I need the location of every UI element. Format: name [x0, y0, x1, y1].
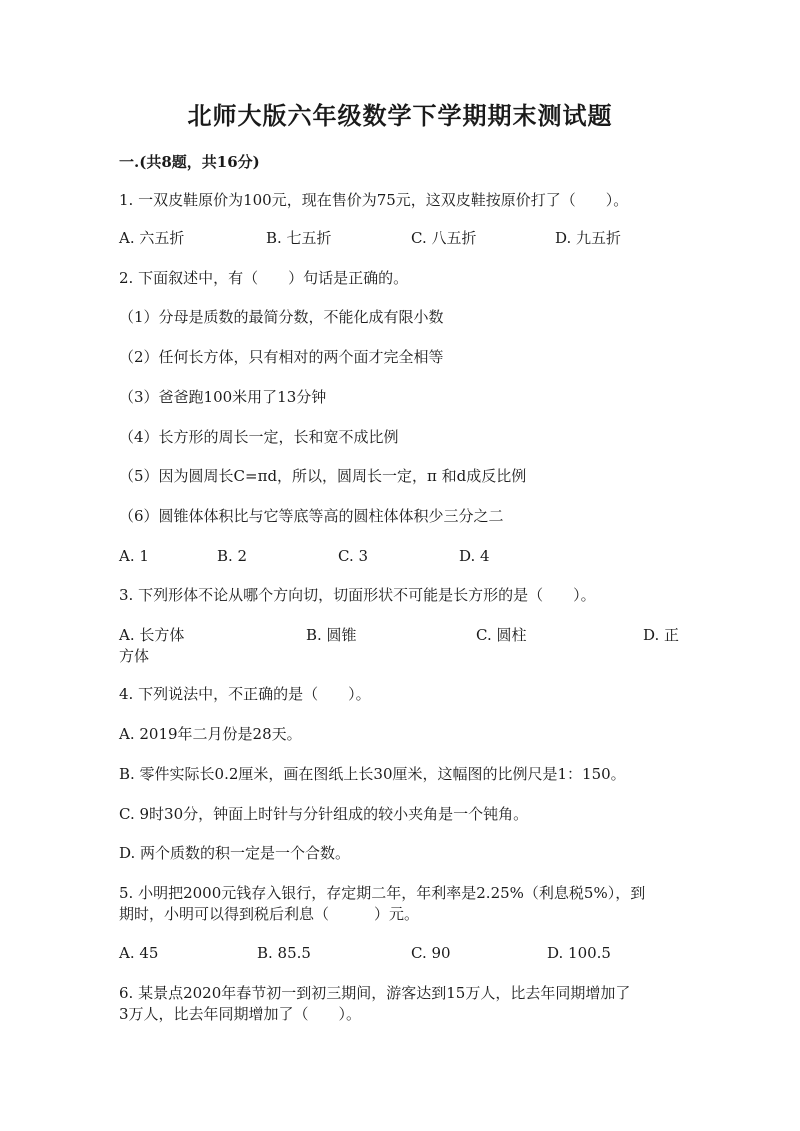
page-title: 北师大版六年级数学下学期期末测试题 [187, 101, 613, 130]
q3-option-d: D. 正 [643, 626, 680, 644]
q3-option-a: A. 长方体 [119, 626, 185, 644]
q4-option-c: C. 9时30分，钟面上时针与分针组成的较小夹角是一个钝角。 [119, 805, 529, 823]
q5-option-d: D. 100.5 [547, 944, 611, 962]
q5-option-b: B. 85.5 [257, 944, 311, 962]
question-6-line-1: 6. 某景点2020年春节初一到初三期间，游客达到15万人，比去年同期增加了 [119, 984, 631, 1002]
question-3: 3. 下列形体不论从哪个方向切，切面形状不可能是长方形的是（ ）。 [119, 586, 596, 604]
q2-option-d: D. 4 [459, 547, 490, 565]
q2-option-a: A. 1 [119, 547, 149, 565]
q3-option-b: B. 圆锥 [306, 626, 357, 644]
q1-option-c: C. 八五折 [411, 229, 477, 247]
question-5-line-2: 期时，小明可以得到税后利息（ ）元。 [119, 905, 420, 923]
q2-statement-3: （3）爸爸跑100米用了13分钟 [119, 388, 327, 406]
question-5-line-1: 5. 小明把2000元钱存入银行，存定期二年，年利率是2.25%（利息税5%），到 [119, 884, 646, 902]
question-2: 2. 下面叙述中，有（ ）句话是正确的。 [119, 269, 409, 287]
q4-option-b: B. 零件实际长0.2厘米，画在图纸上长30厘米，这幅图的比例尺是1：150。 [119, 765, 626, 783]
question-6-line-2: 3万人，比去年同期增加了（ ）。 [119, 1005, 362, 1023]
q2-statement-1: （1）分母是质数的最简分数，不能化成有限小数 [119, 308, 444, 326]
q3-option-d-wrap: 方体 [119, 647, 150, 665]
q4-option-d: D. 两个质数的积一定是一个合数。 [119, 844, 351, 862]
section-heading: 一.(共8题，共16分) [119, 153, 260, 171]
q2-statement-5: （5）因为圆周长C=πd，所以，圆周长一定，π 和d成反比例 [119, 467, 527, 485]
q5-option-a: A. 45 [119, 944, 159, 962]
question-4: 4. 下列说法中，不正确的是（ ）。 [119, 685, 371, 703]
q1-option-a: A. 六五折 [119, 229, 185, 247]
q2-statement-6: （6）圆锥体体积比与它等底等高的圆柱体体积少三分之二 [119, 507, 504, 525]
q3-option-c: C. 圆柱 [476, 626, 527, 644]
q4-option-a: A. 2019年二月份是28天。 [119, 725, 302, 743]
question-1: 1. 一双皮鞋原价为100元，现在售价为75元，这双皮鞋按原价打了（ ）。 [119, 191, 629, 209]
q1-option-b: B. 七五折 [266, 229, 332, 247]
q2-option-b: B. 2 [217, 547, 248, 565]
q1-option-d: D. 九五折 [555, 229, 622, 247]
q5-option-c: C. 90 [411, 944, 451, 962]
q2-statement-4: （4）长方形的周长一定，长和宽不成比例 [119, 428, 399, 446]
q2-statement-2: （2）任何长方体，只有相对的两个面才完全相等 [119, 348, 444, 366]
q2-option-c: C. 3 [338, 547, 369, 565]
